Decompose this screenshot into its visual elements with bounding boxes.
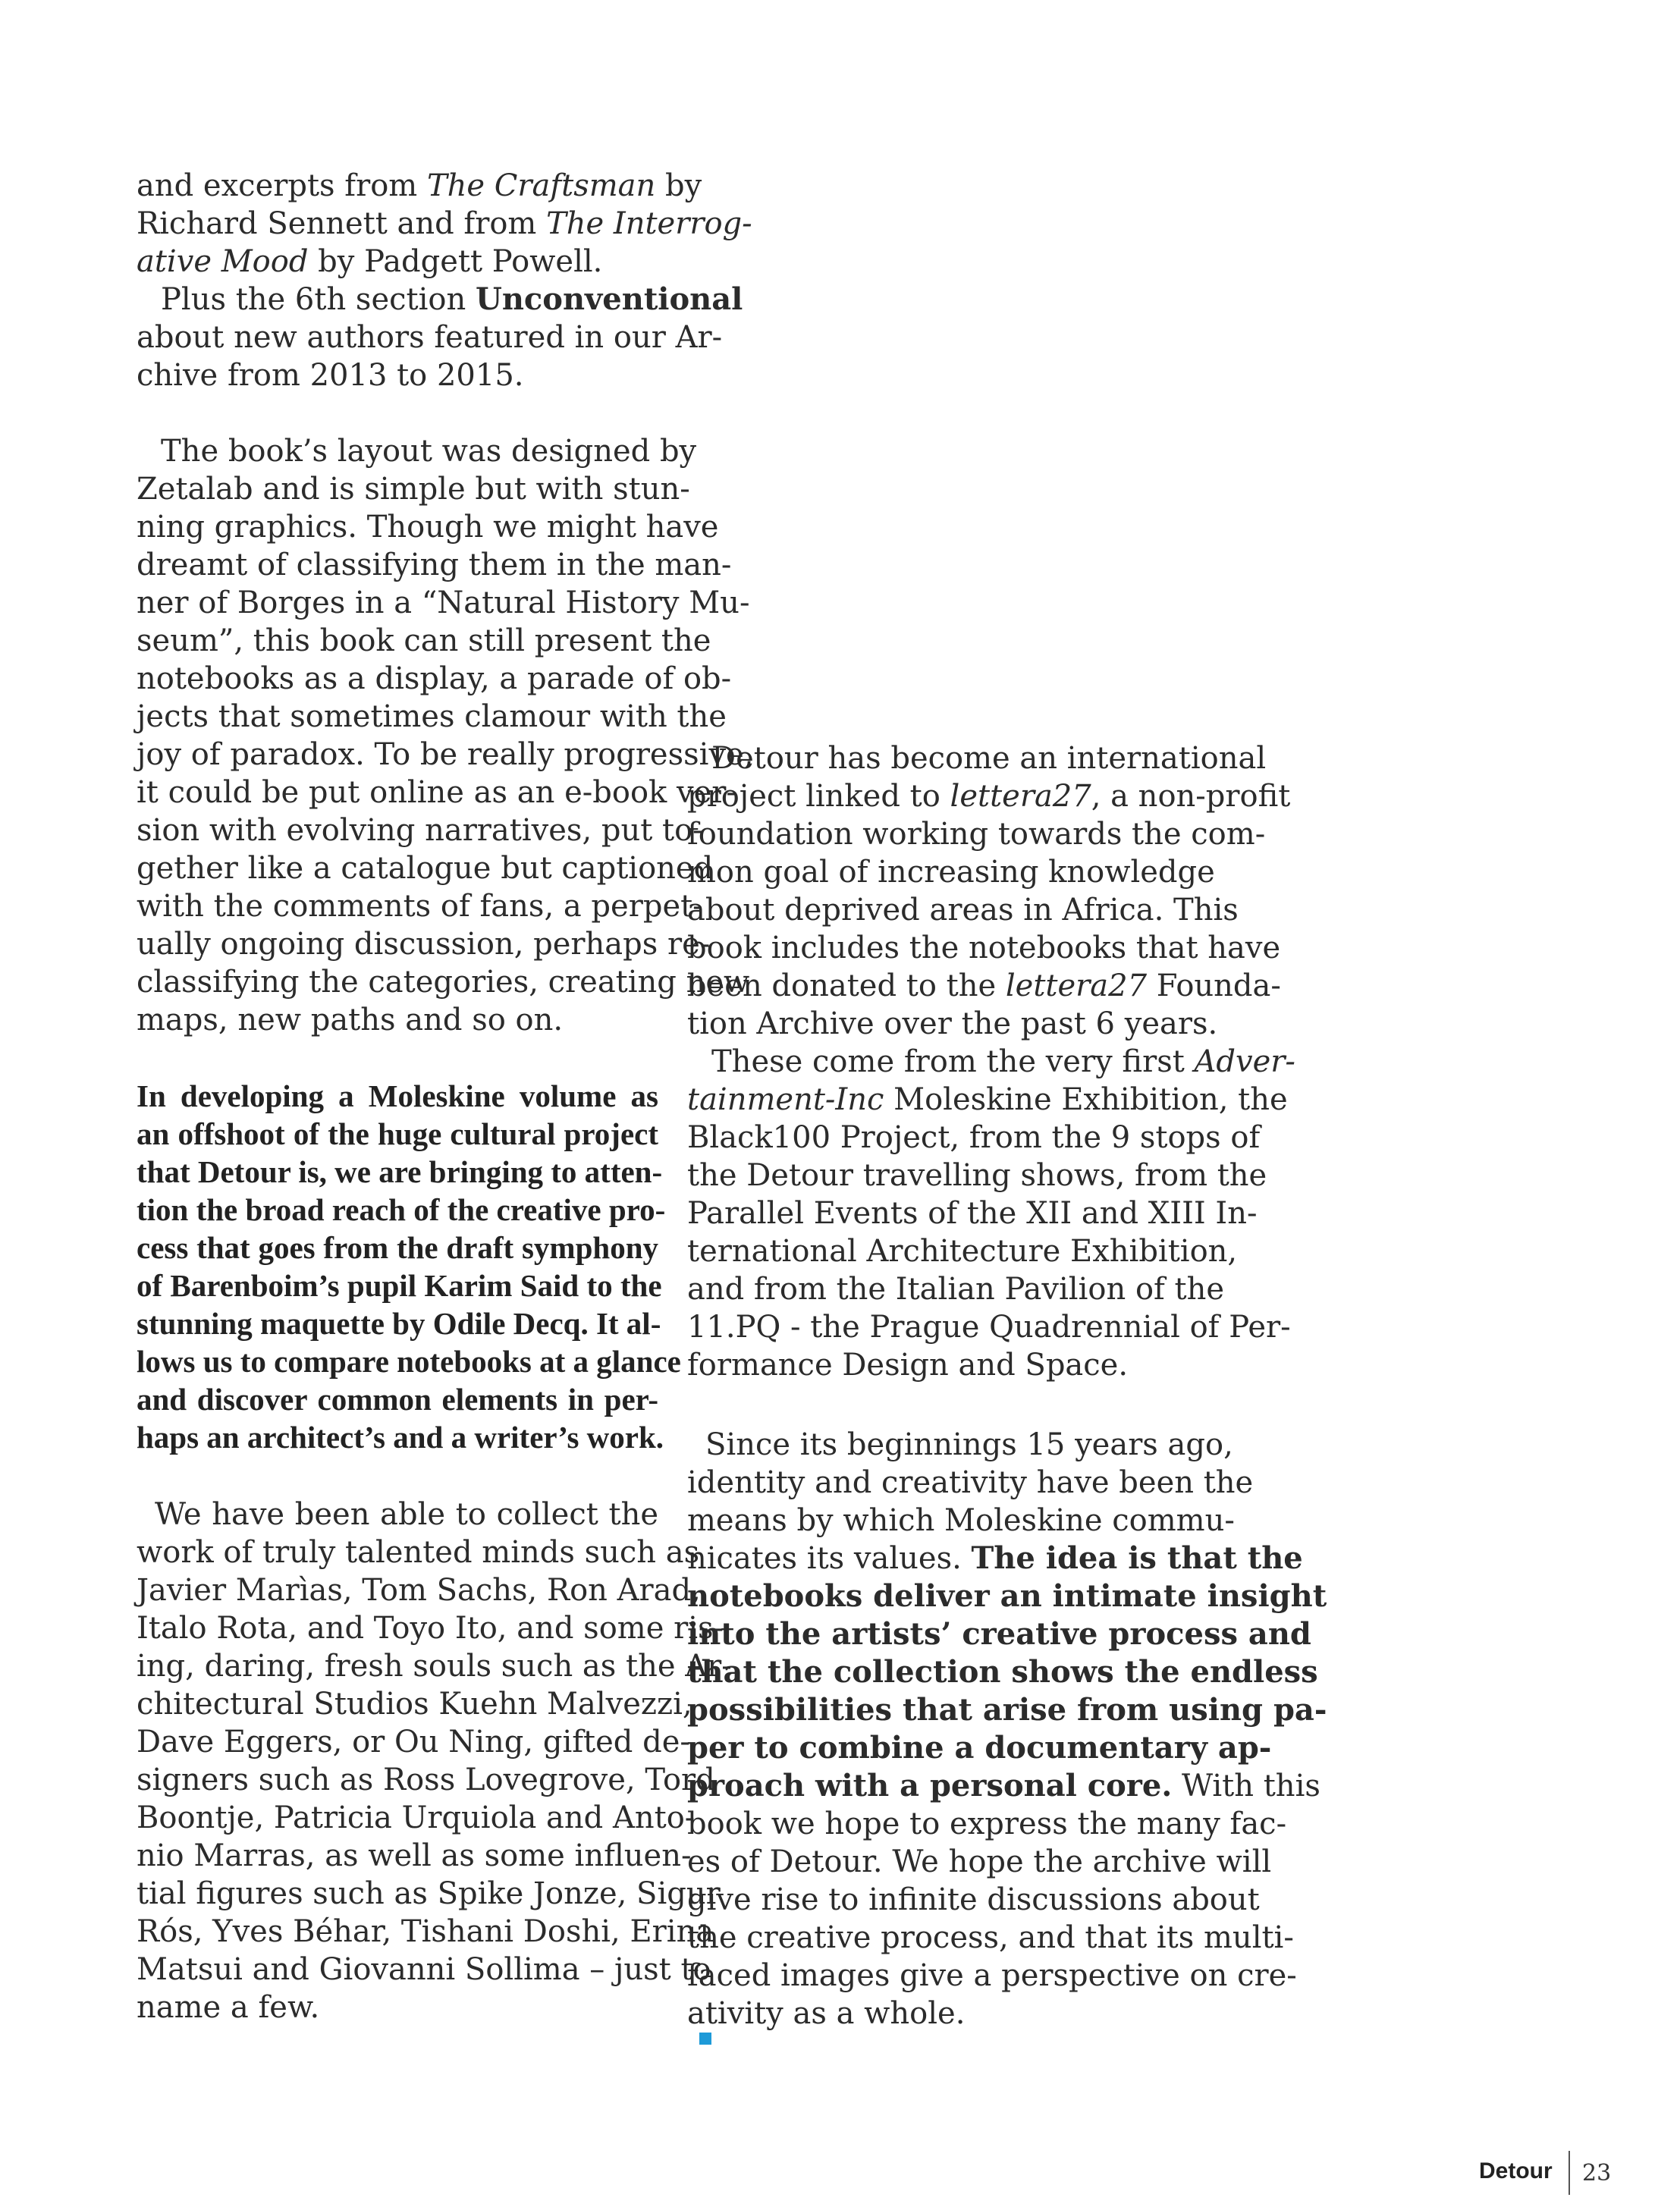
text-line: tainment-Inc Moleskine Exhibition, the bbox=[687, 1082, 1288, 1117]
text-line: notebooks as a display, a parade of ob- bbox=[137, 661, 732, 696]
text-line: of Barenboim’s pupil Karim Said to the bbox=[137, 1268, 662, 1303]
text-line: Italo Rota, and Toyo Ito, and some ris- bbox=[137, 1611, 724, 1646]
text-line: gether like a catalogue but captioned bbox=[137, 851, 714, 886]
text-line: ning graphics. Though we might have bbox=[137, 510, 719, 545]
text-line: ually ongoing discussion, perhaps re- bbox=[137, 927, 711, 962]
paragraph-detour-international bbox=[687, 739, 1291, 1043]
paragraph-exhibitions bbox=[687, 1043, 1295, 1384]
text-line: formance Design and Space. bbox=[687, 1348, 1129, 1383]
text-line: the creative process, and that its multi- bbox=[687, 1920, 1294, 1955]
text-line: Detour has become an international bbox=[711, 741, 1267, 776]
text-line: seum”, this book can still present the bbox=[137, 623, 711, 658]
text-line: stunning maquette by Odile Decq. It al- bbox=[137, 1306, 661, 1341]
text-line: sion with evolving narratives, put to- bbox=[137, 813, 703, 848]
text-line: The book’s layout was designed by bbox=[161, 434, 697, 469]
text-line: with the comments of fans, a perpet- bbox=[137, 889, 703, 924]
text-line: notebooks deliver an intimate insight bbox=[687, 1578, 1327, 1614]
text-line: identity and creativity have been the bbox=[687, 1465, 1254, 1500]
text-line: possibilities that arise from using pa- bbox=[687, 1692, 1327, 1728]
text-line: that Detour is, we are bringing to atten- bbox=[137, 1154, 663, 1189]
text-line: maps, new paths and so on. bbox=[137, 1003, 564, 1038]
paragraph-talented-minds bbox=[137, 1496, 732, 2026]
text-line: haps an architect’s and a writer’s work. bbox=[137, 1420, 664, 1455]
text-line: proach with a personal core. With this bbox=[687, 1768, 1320, 1803]
paragraph-layout bbox=[137, 432, 754, 1039]
paragraph-beginnings bbox=[687, 1426, 1327, 2045]
text-line: about deprived areas in Africa. This bbox=[687, 893, 1239, 928]
text-line: Boontje, Patricia Urquiola and Anto- bbox=[137, 1800, 696, 1835]
text-line: Javier Marìas, Tom Sachs, Ron Arad, bbox=[137, 1573, 701, 1608]
text-line: work of truly talented minds such as bbox=[137, 1535, 700, 1570]
text-line: Richard Sennett and from The Interrog- bbox=[137, 206, 752, 241]
end-of-article-square-icon bbox=[699, 2033, 711, 2045]
text-line: nicates its values. The idea is that the bbox=[687, 1540, 1303, 1576]
text-line: into the artists’ creative process and bbox=[687, 1616, 1311, 1652]
text-line: book we hope to express the many fac- bbox=[687, 1807, 1287, 1841]
text-line: name a few. bbox=[137, 1990, 320, 2025]
paragraph-bold-intro bbox=[137, 1077, 681, 1456]
footer-divider bbox=[1569, 2151, 1570, 2195]
text-line: signers such as Ross Lovegrove, Tord bbox=[137, 1763, 715, 1797]
text-line: an offshoot of the huge cultural project bbox=[137, 1116, 658, 1151]
text-line: Rós, Yves Béhar, Tishani Doshi, Erina bbox=[137, 1914, 714, 1949]
text-line: nio Marras, as well as some influen- bbox=[137, 1838, 692, 1873]
text-line: and excerpts from The Craftsman by bbox=[137, 168, 702, 203]
text-line: that the collection shows the endless bbox=[687, 1654, 1318, 1690]
text-line: the Detour travelling shows, from the bbox=[687, 1158, 1267, 1193]
footer-brand: Detour bbox=[1479, 2158, 1553, 2183]
text-line: In developing a Moleskine volume as bbox=[137, 1078, 658, 1113]
text-line: ative Mood by Padgett Powell. bbox=[137, 244, 603, 279]
text-line: ing, daring, fresh souls such as the Ar- bbox=[137, 1649, 732, 1684]
text-line: ternational Architecture Exhibition, bbox=[687, 1234, 1238, 1269]
page-number: 23 bbox=[1582, 2160, 1612, 2186]
text-line: Matsui and Giovanni Sollima – just to bbox=[137, 1952, 711, 1987]
text-line: ativity as a whole. bbox=[687, 1995, 1206, 2045]
text-line: We have been able to collect the bbox=[155, 1497, 658, 1532]
text-line: Since its beginnings 15 years ago, bbox=[705, 1427, 1233, 1462]
text-line: chitectural Studios Kuehn Malvezzi, bbox=[137, 1687, 692, 1722]
text-line: 11.PQ - the Prague Quadrennial of Per- bbox=[687, 1310, 1291, 1345]
text-line: chive from 2013 to 2015. bbox=[137, 358, 524, 393]
text-line: lows us to compare notebooks at a glance bbox=[137, 1344, 681, 1379]
text-line: joy of paradox. To be really progressive, bbox=[137, 737, 754, 772]
text-line: foundation working towards the com- bbox=[687, 817, 1266, 852]
text-line: means by which Moleskine commu- bbox=[687, 1503, 1235, 1538]
text-line: es of Detour. We hope the archive will bbox=[687, 1844, 1272, 1879]
text-line: and from the Italian Pavilion of the bbox=[687, 1272, 1225, 1307]
paragraph-excerpts bbox=[137, 167, 752, 281]
text-line: Black100 Project, from the 9 stops of bbox=[687, 1120, 1261, 1155]
text-line: These come from the very first Adver- bbox=[711, 1044, 1295, 1079]
text-line: project linked to lettera27, a non-profit bbox=[687, 779, 1291, 814]
paragraph-unconventional bbox=[137, 281, 743, 394]
text-line: tion Archive over the past 6 years. bbox=[687, 1006, 1218, 1041]
text-line: Plus the 6th section Unconventional bbox=[161, 281, 743, 317]
text-line: tion the broad reach of the creative pro- bbox=[137, 1192, 666, 1227]
text-line: give rise to infinite discussions about bbox=[687, 1882, 1260, 1917]
text-line: faced images give a perspective on cre- bbox=[687, 1958, 1297, 1993]
text-line: about new authors featured in our Ar- bbox=[137, 320, 723, 355]
text-line: classifying the categories, creating new bbox=[137, 965, 750, 1000]
text-line: ner of Borges in a “Natural History Mu- bbox=[137, 585, 750, 620]
text-line: Zetalab and is simple but with stun- bbox=[137, 472, 690, 507]
text-line: per to combine a documentary ap- bbox=[687, 1730, 1272, 1766]
text-line: Dave Eggers, or Ou Ning, gifted de- bbox=[137, 1725, 690, 1760]
text-line: book includes the notebooks that have bbox=[687, 931, 1281, 965]
text-line: it could be put online as an e-book ver- bbox=[137, 775, 736, 810]
text-line: tial figures such as Spike Jonze, Sigur bbox=[137, 1876, 721, 1911]
text-line: cess that goes from the draft symphony bbox=[137, 1230, 658, 1265]
text-line: Parallel Events of the XII and XIII In- bbox=[687, 1196, 1258, 1231]
text-line: and discover common elements in per- bbox=[137, 1382, 658, 1417]
text-line: mon goal of increasing knowledge bbox=[687, 855, 1215, 890]
text-line: been donated to the lettera27 Founda- bbox=[687, 968, 1281, 1003]
text-line: jects that sometimes clamour with the bbox=[137, 699, 727, 734]
text-line: dreamt of classifying them in the man- bbox=[137, 548, 732, 582]
